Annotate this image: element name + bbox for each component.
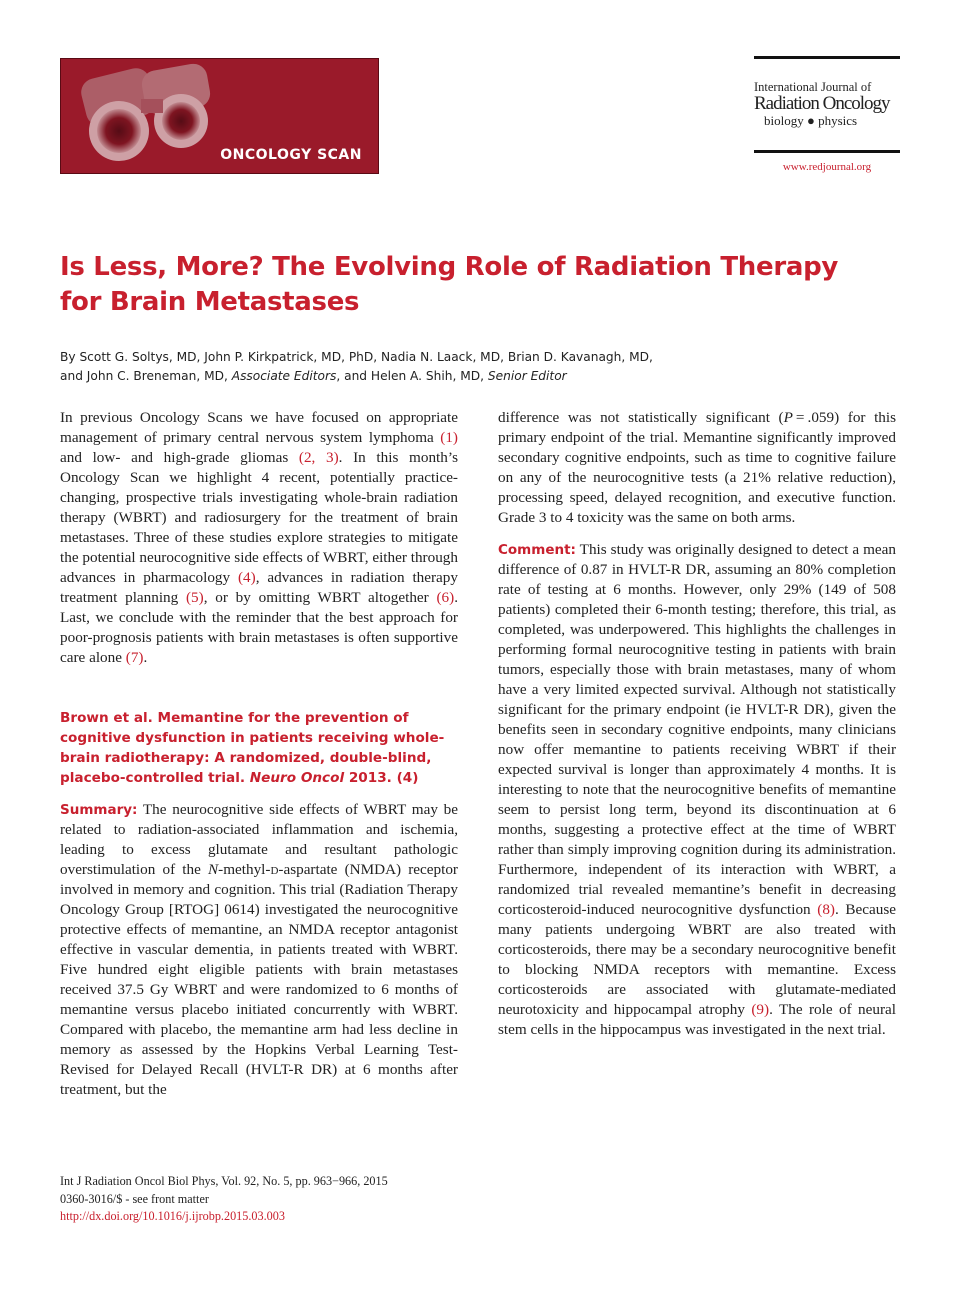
- left-column: [60, 408, 458, 1100]
- banner-label: ONCOLOGY SCAN: [220, 147, 362, 163]
- summary-text: The neurocognitive side effects of WBRT may be related to radiation-associated inflammation and ischemia, leading to excess glutamate and resultant pathologic overstimulation of the: [60, 801, 458, 878]
- journal-name-line2: Radiation Oncology: [754, 93, 890, 114]
- associate-editors-role: Associate Editors: [231, 369, 337, 383]
- p-value-symbol: P: [783, 409, 793, 426]
- intro-text: , advances in radiation therapy treatment planning: [60, 569, 458, 606]
- section-year-ref: 2013. (4): [344, 770, 419, 786]
- intro-text: .: [143, 649, 148, 666]
- summary-text: -aspartate (NMDA) receptor involved in memory and cognition. This trial (Radiation Therapy Oncology Group [RTOG] 0614) investigated the neurocognitive protective effects of memantine, an NMDA receptor antagonist effective in vascular dementia, in patients treated with WBRT. Five hundred eight eligible patients with brain metastases received 37.5 Gy WBRT and were randomized to 6 months of memantine versus placebo initiated concurrently with WBRT. Compared with placebo, the memantine arm had less decline in memory as assessed by the Hopkins Verbal Learning Test-Revised for Delayed Recall (HVLT-R DR) at 6 months after treatment, but the: [60, 861, 458, 1098]
- section-heading-text: Brown et al. Memantine for the prevention of cognitive dysfunction in patients receiving whole-brain radiotherapy: A randomized, double-blind, placebo-controlled trial.: [60, 710, 445, 786]
- comment-label: Comment:: [498, 542, 576, 558]
- comment-paragraph: [498, 540, 896, 1040]
- page-footer: [60, 1173, 388, 1226]
- ref-link-8[interactable]: (8): [817, 901, 835, 918]
- comment-text: This study was originally designed to detect a mean difference of 0.87 in HVLT-R DR, assuming an 80% completion rate of testing at 6 months. However, only 29% (149 of 508 patients) completed their 6-month testing; therefore, this trial, as completed, was underpowered. This highlights the challenges in performing formal neurocognitive testing in patients with brain tumors, especially those with brain metastases, many of whom have a very limited expected survival. Although not statistically significant for the primary endpoint (ie HVLT-R DR), given the benefits seen in secondary cognitive endpoints, many clinicians now offer memantine to patients receiving WBRT if their expected survival is longer than approximately 4 months. It is interesting to note that the neurocognitive benefits of memantine seem to persist long term, beyond its discontinuation at 6 months, suggesting a protective effect at the time of WBRT rather than simply improving cognition during its administration. Furthermore, independent of its interaction with WBRT, a randomized trial revealed memantine’s benefit in decreasing corticosteroid-induced neurocognitive dysfunction: [498, 541, 896, 918]
- ref-link-1[interactable]: (1): [440, 429, 458, 446]
- journal-name-line3: biology ● physics: [764, 113, 858, 128]
- section-heading: [60, 708, 458, 788]
- summary-text: -methyl-: [218, 861, 271, 878]
- summary-text: = .059) for this primary endpoint of the trial. Memantine significantly improved secondary cognitive endpoints, such as time to cognitive failure on any of the neurocognitive tests (a 21% relative reduction), processing speed, delayed recognition, and executive function. Grade 3 to 4 toxicity was the same on both arms.: [498, 409, 897, 526]
- doi-link[interactable]: http://dx.doi.org/10.1016/j.ijrobp.2015.03.003: [60, 1209, 285, 1223]
- summary-smallcaps: d: [270, 861, 279, 878]
- authors-line2-a: and John C. Breneman, MD,: [60, 369, 228, 383]
- oncology-scan-banner: [60, 58, 379, 174]
- comment-text: . Because many patients undergoing WBRT are also treated with corticosteroids, there may be a secondary neurocognitive benefit to blocking NMDA receptors with memantine. Excess corticosteroids are associated with glutamate-mediated neurotoxicity and hippocampal atrophy: [498, 901, 896, 1018]
- senior-editor-role: Senior Editor: [487, 369, 567, 383]
- section-journal-name: Neuro Oncol: [249, 770, 345, 786]
- comment-text: . The role of neural stem cells in the hippocampus was investigated in the next trial.: [498, 1001, 896, 1038]
- summary-label: Summary:: [60, 802, 138, 818]
- journal-masthead: [754, 56, 900, 173]
- author-list: [60, 348, 900, 386]
- summary-paragraph: [60, 800, 458, 1100]
- intro-paragraph: [60, 408, 458, 668]
- article-title-line1: Is Less, More? The Evolving Role of Radiation Therapy: [60, 252, 839, 282]
- intro-text: and low- and high-grade gliomas: [60, 449, 299, 466]
- right-column: [498, 408, 896, 1040]
- ref-link-5[interactable]: (5): [186, 589, 204, 606]
- intro-text: . In this month’s Oncology Scan we highlight 4 recent, potentially practice-changing, prospective trials investigating whole-brain radiation therapy (WBRT) and radiosurgery for the treatment of brain metastases. Three of these studies explore strategies to mitigate the potential neurocognitive side effects of WBRT, either through advances in pharmacology: [60, 449, 458, 586]
- ref-link-7[interactable]: (7): [125, 649, 144, 666]
- summary-text: difference was not statistically significant (: [498, 409, 784, 426]
- citation: Int J Radiation Oncol Biol Phys, Vol. 92, No. 5, pp. 963−966, 2015: [60, 1174, 388, 1188]
- ref-link-6[interactable]: (6): [436, 589, 455, 606]
- authors-line2: [60, 367, 900, 386]
- ref-link-2-3[interactable]: (2, 3): [298, 449, 339, 466]
- ref-link-9[interactable]: (9): [751, 1001, 770, 1018]
- summary-italic: N: [208, 861, 219, 878]
- journal-name-line1: International Journal of: [754, 80, 872, 94]
- journal-url-link[interactable]: www.redjournal.org: [782, 161, 872, 173]
- article-title-line2: for Brain Metastases: [60, 287, 360, 317]
- intro-text: In previous Oncology Scans we have focused on appropriate management of primary central nervous system lymphoma: [60, 409, 458, 446]
- intro-text: . Last, we conclude with the reminder that the best approach for poor-prognosis patients with brain metastases is often supportive care alone: [60, 589, 458, 666]
- article-title: [60, 250, 900, 320]
- authors-line1: By Scott G. Soltys, MD, John P. Kirkpatrick, MD, PhD, Nadia N. Laack, MD, Brian D. Kavanagh, MD,: [60, 350, 653, 364]
- masthead-rule-bottom: [754, 150, 900, 153]
- masthead-rule-top: [754, 56, 900, 59]
- summary-continued-paragraph: [498, 408, 896, 528]
- issn: 0360-3016/$ - see front matter: [60, 1191, 209, 1206]
- authors-line2-b: , and Helen A. Shih, MD,: [336, 369, 485, 383]
- ref-link-4[interactable]: (4): [237, 569, 256, 586]
- intro-text: , or by omitting WBRT altogether: [203, 589, 437, 606]
